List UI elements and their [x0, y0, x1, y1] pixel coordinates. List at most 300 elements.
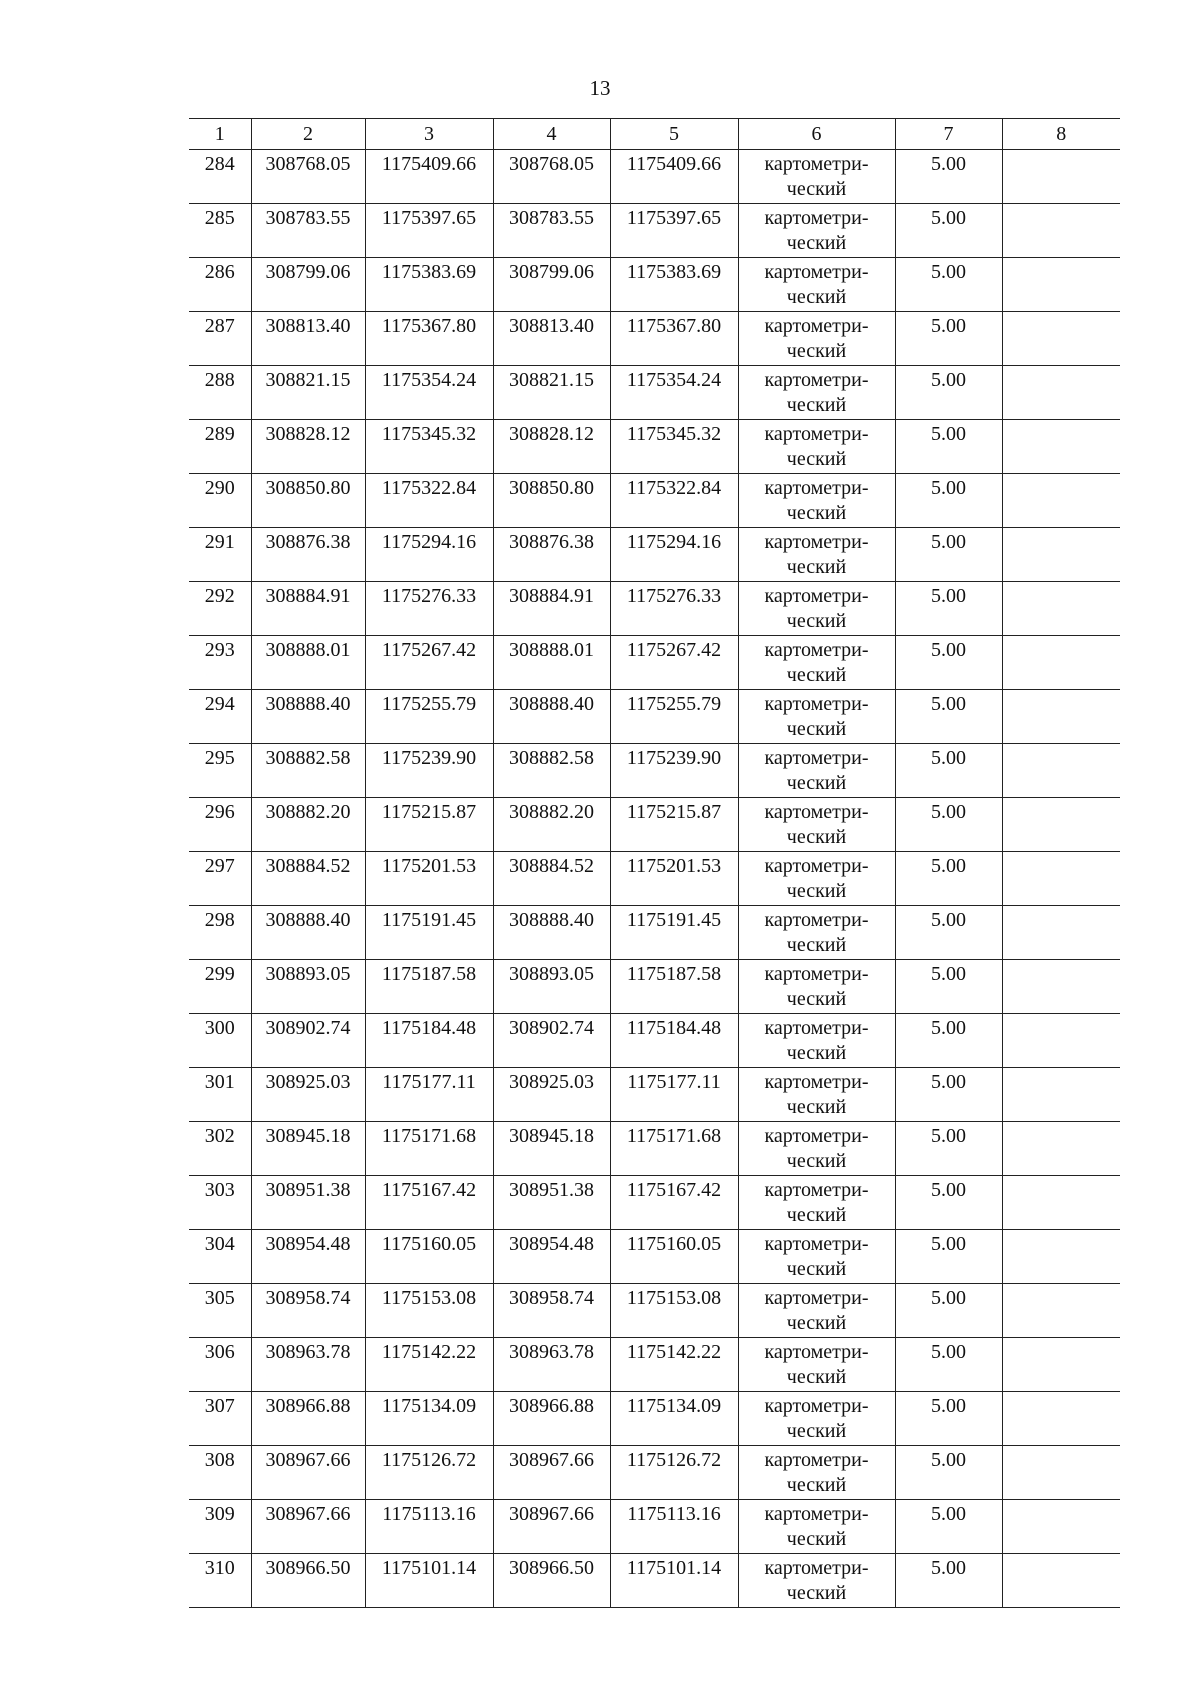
method-line-1: картометри-	[764, 207, 869, 229]
cell-c8	[1002, 1230, 1120, 1284]
cell-method	[738, 204, 895, 258]
method-line-2: ческий	[786, 772, 847, 794]
cell-c4: 308966.50	[493, 1554, 610, 1608]
cell-c7: 5.00	[895, 312, 1002, 366]
method-line-2: ческий	[786, 826, 847, 848]
cell-c4: 308958.74	[493, 1284, 610, 1338]
cell-method	[738, 1068, 895, 1122]
cell-c4: 308967.66	[493, 1446, 610, 1500]
method-line-1: картометри-	[764, 909, 869, 931]
cell-c4: 308954.48	[493, 1230, 610, 1284]
method-line-1: картометри-	[764, 423, 869, 445]
method-line-1: картометри-	[764, 1557, 869, 1579]
cell-c8	[1002, 852, 1120, 906]
cell-c5: 1175294.16	[610, 528, 738, 582]
cell-c7: 5.00	[895, 1554, 1002, 1608]
cell-c4: 308893.05	[493, 960, 610, 1014]
cell-c3: 1175171.68	[365, 1122, 493, 1176]
cell-c3: 1175255.79	[365, 690, 493, 744]
method-line-2: ческий	[786, 1582, 847, 1604]
table-row	[189, 1014, 1120, 1068]
cell-c3: 1175294.16	[365, 528, 493, 582]
cell-c2: 308958.74	[251, 1284, 365, 1338]
cell-c4: 308850.80	[493, 474, 610, 528]
cell-c4: 308884.91	[493, 582, 610, 636]
cell-c4: 308783.55	[493, 204, 610, 258]
cell-c7: 5.00	[895, 1176, 1002, 1230]
method-line-2: ческий	[786, 988, 847, 1010]
table-row	[189, 1446, 1120, 1500]
method-line-1: картометри-	[764, 693, 869, 715]
cell-method	[738, 420, 895, 474]
cell-c7: 5.00	[895, 1122, 1002, 1176]
method-line-2: ческий	[786, 1420, 847, 1442]
column-header-8: 8	[1002, 119, 1120, 150]
cell-c8	[1002, 636, 1120, 690]
cell-method	[738, 636, 895, 690]
cell-c7: 5.00	[895, 906, 1002, 960]
method-line-1: картометри-	[764, 1017, 869, 1039]
cell-c2: 308888.01	[251, 636, 365, 690]
cell-c7: 5.00	[895, 528, 1002, 582]
method-line-1: картометри-	[764, 963, 869, 985]
cell-c8	[1002, 420, 1120, 474]
cell-c3: 1175184.48	[365, 1014, 493, 1068]
cell-c2: 308799.06	[251, 258, 365, 312]
cell-c2: 308828.12	[251, 420, 365, 474]
cell-c5: 1175153.08	[610, 1284, 738, 1338]
cell-method	[738, 1014, 895, 1068]
cell-c3: 1175113.16	[365, 1500, 493, 1554]
method-line-2: ческий	[786, 1366, 847, 1388]
cell-c3: 1175191.45	[365, 906, 493, 960]
cell-c8	[1002, 258, 1120, 312]
method-line-2: ческий	[786, 1258, 847, 1280]
cell-c8	[1002, 1284, 1120, 1338]
cell-c2: 308963.78	[251, 1338, 365, 1392]
cell-c2: 308813.40	[251, 312, 365, 366]
cell-c7: 5.00	[895, 204, 1002, 258]
cell-method	[738, 1500, 895, 1554]
cell-c8	[1002, 1068, 1120, 1122]
cell-c2: 308902.74	[251, 1014, 365, 1068]
cell-c4: 308884.52	[493, 852, 610, 906]
cell-method	[738, 528, 895, 582]
cell-n: 298	[189, 906, 251, 960]
cell-c3: 1175345.32	[365, 420, 493, 474]
method-line-2: ческий	[786, 934, 847, 956]
cell-n: 294	[189, 690, 251, 744]
table-row	[189, 1500, 1120, 1554]
method-line-1: картометри-	[764, 315, 869, 337]
cell-c8	[1002, 798, 1120, 852]
cell-c3: 1175383.69	[365, 258, 493, 312]
table-row	[189, 1338, 1120, 1392]
cell-c7: 5.00	[895, 636, 1002, 690]
cell-c7: 5.00	[895, 690, 1002, 744]
cell-c3: 1175409.66	[365, 150, 493, 204]
cell-c2: 308966.88	[251, 1392, 365, 1446]
cell-method	[738, 906, 895, 960]
cell-c4: 308821.15	[493, 366, 610, 420]
cell-c5: 1175383.69	[610, 258, 738, 312]
cell-c7: 5.00	[895, 960, 1002, 1014]
method-line-1: картометри-	[764, 801, 869, 823]
cell-n: 284	[189, 150, 251, 204]
cell-c7: 5.00	[895, 420, 1002, 474]
cell-c3: 1175160.05	[365, 1230, 493, 1284]
cell-c7: 5.00	[895, 1068, 1002, 1122]
cell-c2: 308850.80	[251, 474, 365, 528]
cell-c3: 1175397.65	[365, 204, 493, 258]
column-header-7: 7	[895, 119, 1002, 150]
cell-c2: 308925.03	[251, 1068, 365, 1122]
cell-c5: 1175142.22	[610, 1338, 738, 1392]
cell-c2: 308884.52	[251, 852, 365, 906]
cell-c4: 308966.88	[493, 1392, 610, 1446]
method-line-2: ческий	[786, 340, 847, 362]
page-number: 13	[589, 76, 611, 100]
cell-c5: 1175367.80	[610, 312, 738, 366]
cell-c5: 1175397.65	[610, 204, 738, 258]
method-line-2: ческий	[786, 1204, 847, 1226]
method-line-1: картометри-	[764, 261, 869, 283]
method-line-1: картометри-	[764, 1071, 869, 1093]
cell-c8	[1002, 1392, 1120, 1446]
cell-method	[738, 1554, 895, 1608]
cell-c4: 308882.58	[493, 744, 610, 798]
cell-method	[738, 690, 895, 744]
cell-c5: 1175101.14	[610, 1554, 738, 1608]
cell-c8	[1002, 528, 1120, 582]
table-row	[189, 1230, 1120, 1284]
cell-c5: 1175322.84	[610, 474, 738, 528]
cell-c4: 308876.38	[493, 528, 610, 582]
method-line-2: ческий	[786, 1042, 847, 1064]
cell-c2: 308876.38	[251, 528, 365, 582]
cell-c4: 308951.38	[493, 1176, 610, 1230]
method-line-2: ческий	[786, 880, 847, 902]
method-line-1: картометри-	[764, 585, 869, 607]
cell-n: 306	[189, 1338, 251, 1392]
cell-method	[738, 1392, 895, 1446]
cell-c5: 1175239.90	[610, 744, 738, 798]
cell-c5: 1175177.11	[610, 1068, 738, 1122]
cell-c5: 1175345.32	[610, 420, 738, 474]
method-line-2: ческий	[786, 664, 847, 686]
cell-c8	[1002, 1338, 1120, 1392]
cell-c5: 1175167.42	[610, 1176, 738, 1230]
table-row	[189, 528, 1120, 582]
table-row	[189, 474, 1120, 528]
cell-c5: 1175187.58	[610, 960, 738, 1014]
cell-c7: 5.00	[895, 798, 1002, 852]
cell-n: 288	[189, 366, 251, 420]
cell-n: 303	[189, 1176, 251, 1230]
cell-c4: 308882.20	[493, 798, 610, 852]
cell-method	[738, 1338, 895, 1392]
method-line-2: ческий	[786, 1528, 847, 1550]
cell-c2: 308884.91	[251, 582, 365, 636]
table-row	[189, 690, 1120, 744]
table-row	[189, 1284, 1120, 1338]
cell-c3: 1175276.33	[365, 582, 493, 636]
cell-c7: 5.00	[895, 1446, 1002, 1500]
method-line-1: картометри-	[764, 477, 869, 499]
cell-c5: 1175215.87	[610, 798, 738, 852]
table-row	[189, 1122, 1120, 1176]
cell-c2: 308967.66	[251, 1500, 365, 1554]
method-line-1: картометри-	[764, 639, 869, 661]
cell-method	[738, 1230, 895, 1284]
cell-c3: 1175267.42	[365, 636, 493, 690]
header-row	[189, 119, 1120, 150]
cell-c8	[1002, 366, 1120, 420]
method-line-1: картометри-	[764, 1179, 869, 1201]
cell-method	[738, 312, 895, 366]
cell-c3: 1175239.90	[365, 744, 493, 798]
cell-n: 296	[189, 798, 251, 852]
cell-c7: 5.00	[895, 744, 1002, 798]
cell-n: 304	[189, 1230, 251, 1284]
method-line-1: картометри-	[764, 1125, 869, 1147]
table-row	[189, 852, 1120, 906]
cell-c8	[1002, 1014, 1120, 1068]
method-line-1: картометри-	[764, 1395, 869, 1417]
table-row	[189, 906, 1120, 960]
table-row	[189, 258, 1120, 312]
table-row	[189, 744, 1120, 798]
method-line-2: ческий	[786, 232, 847, 254]
cell-n: 285	[189, 204, 251, 258]
method-line-2: ческий	[786, 1474, 847, 1496]
cell-n: 287	[189, 312, 251, 366]
table-row	[189, 582, 1120, 636]
cell-c4: 308768.05	[493, 150, 610, 204]
method-line-2: ческий	[786, 502, 847, 524]
method-line-2: ческий	[786, 718, 847, 740]
cell-method	[738, 960, 895, 1014]
method-line-2: ческий	[786, 286, 847, 308]
cell-c7: 5.00	[895, 1230, 1002, 1284]
cell-method	[738, 1122, 895, 1176]
cell-c8	[1002, 474, 1120, 528]
table-row	[189, 312, 1120, 366]
cell-c3: 1175354.24	[365, 366, 493, 420]
column-header-2: 2	[251, 119, 365, 150]
cell-c8	[1002, 744, 1120, 798]
method-line-1: картометри-	[764, 1503, 869, 1525]
cell-c5: 1175267.42	[610, 636, 738, 690]
cell-c7: 5.00	[895, 258, 1002, 312]
cell-c3: 1175153.08	[365, 1284, 493, 1338]
cell-method	[738, 582, 895, 636]
cell-c3: 1175367.80	[365, 312, 493, 366]
cell-method	[738, 1176, 895, 1230]
cell-method	[738, 798, 895, 852]
cell-c2: 308882.58	[251, 744, 365, 798]
cell-c5: 1175171.68	[610, 1122, 738, 1176]
cell-c8	[1002, 1500, 1120, 1554]
cell-c7: 5.00	[895, 852, 1002, 906]
cell-c5: 1175184.48	[610, 1014, 738, 1068]
cell-c3: 1175215.87	[365, 798, 493, 852]
table-row	[189, 960, 1120, 1014]
cell-c2: 308966.50	[251, 1554, 365, 1608]
cell-c4: 308888.40	[493, 690, 610, 744]
cell-c2: 308945.18	[251, 1122, 365, 1176]
table-body	[189, 150, 1120, 1608]
cell-c2: 308888.40	[251, 906, 365, 960]
cell-c3: 1175101.14	[365, 1554, 493, 1608]
cell-c3: 1175322.84	[365, 474, 493, 528]
table-row	[189, 798, 1120, 852]
method-line-1: картометри-	[764, 855, 869, 877]
method-line-2: ческий	[786, 1312, 847, 1334]
cell-c5: 1175409.66	[610, 150, 738, 204]
cell-c8	[1002, 1554, 1120, 1608]
cell-c3: 1175134.09	[365, 1392, 493, 1446]
cell-c4: 308799.06	[493, 258, 610, 312]
method-line-2: ческий	[786, 178, 847, 200]
cell-method	[738, 258, 895, 312]
cell-c7: 5.00	[895, 1284, 1002, 1338]
coordinates-table	[189, 118, 1120, 1608]
cell-c7: 5.00	[895, 366, 1002, 420]
cell-n: 309	[189, 1500, 251, 1554]
method-line-2: ческий	[786, 1096, 847, 1118]
table-row	[189, 1176, 1120, 1230]
cell-c8	[1002, 1446, 1120, 1500]
cell-c5: 1175201.53	[610, 852, 738, 906]
method-line-2: ческий	[786, 394, 847, 416]
cell-c4: 308902.74	[493, 1014, 610, 1068]
table-row	[189, 366, 1120, 420]
cell-c8	[1002, 204, 1120, 258]
column-header-4: 4	[493, 119, 610, 150]
cell-c7: 5.00	[895, 1338, 1002, 1392]
cell-c8	[1002, 1176, 1120, 1230]
cell-c5: 1175276.33	[610, 582, 738, 636]
cell-c2: 308882.20	[251, 798, 365, 852]
cell-n: 286	[189, 258, 251, 312]
cell-c7: 5.00	[895, 1014, 1002, 1068]
table-row	[189, 150, 1120, 204]
method-line-1: картометри-	[764, 1287, 869, 1309]
column-header-1: 1	[189, 119, 251, 150]
method-line-2: ческий	[786, 448, 847, 470]
cell-c4: 308967.66	[493, 1500, 610, 1554]
cell-c4: 308963.78	[493, 1338, 610, 1392]
cell-method	[738, 474, 895, 528]
cell-c7: 5.00	[895, 150, 1002, 204]
method-line-2: ческий	[786, 610, 847, 632]
cell-c2: 308893.05	[251, 960, 365, 1014]
cell-c7: 5.00	[895, 1500, 1002, 1554]
table-header	[189, 119, 1120, 150]
cell-c5: 1175354.24	[610, 366, 738, 420]
cell-n: 293	[189, 636, 251, 690]
cell-c8	[1002, 312, 1120, 366]
method-line-1: картометри-	[764, 747, 869, 769]
cell-c7: 5.00	[895, 1392, 1002, 1446]
cell-n: 291	[189, 528, 251, 582]
cell-c2: 308954.48	[251, 1230, 365, 1284]
method-line-1: картометри-	[764, 1449, 869, 1471]
table-row	[189, 636, 1120, 690]
cell-method	[738, 852, 895, 906]
cell-method	[738, 1446, 895, 1500]
cell-c7: 5.00	[895, 582, 1002, 636]
table-row	[189, 204, 1120, 258]
cell-c2: 308967.66	[251, 1446, 365, 1500]
table-row	[189, 1068, 1120, 1122]
column-header-5: 5	[610, 119, 738, 150]
cell-c7: 5.00	[895, 474, 1002, 528]
table-row	[189, 1392, 1120, 1446]
cell-c4: 308888.40	[493, 906, 610, 960]
cell-n: 308	[189, 1446, 251, 1500]
cell-n: 299	[189, 960, 251, 1014]
cell-c2: 308768.05	[251, 150, 365, 204]
method-line-2: ческий	[786, 1150, 847, 1172]
column-header-3: 3	[365, 119, 493, 150]
method-line-1: картометри-	[764, 153, 869, 175]
cell-c2: 308783.55	[251, 204, 365, 258]
cell-c8	[1002, 960, 1120, 1014]
cell-n: 300	[189, 1014, 251, 1068]
cell-c3: 1175167.42	[365, 1176, 493, 1230]
cell-n: 295	[189, 744, 251, 798]
cell-n: 301	[189, 1068, 251, 1122]
cell-method	[738, 150, 895, 204]
table-row	[189, 420, 1120, 474]
cell-c2: 308821.15	[251, 366, 365, 420]
cell-c4: 308945.18	[493, 1122, 610, 1176]
cell-c3: 1175201.53	[365, 852, 493, 906]
cell-n: 289	[189, 420, 251, 474]
cell-c8	[1002, 906, 1120, 960]
cell-c3: 1175187.58	[365, 960, 493, 1014]
cell-c5: 1175126.72	[610, 1446, 738, 1500]
cell-c5: 1175191.45	[610, 906, 738, 960]
cell-n: 307	[189, 1392, 251, 1446]
method-line-2: ческий	[786, 556, 847, 578]
cell-c5: 1175113.16	[610, 1500, 738, 1554]
cell-n: 297	[189, 852, 251, 906]
cell-c3: 1175126.72	[365, 1446, 493, 1500]
column-header-6: 6	[738, 119, 895, 150]
cell-c8	[1002, 690, 1120, 744]
cell-method	[738, 366, 895, 420]
cell-c4: 308925.03	[493, 1068, 610, 1122]
table-row	[189, 1554, 1120, 1608]
cell-method	[738, 1284, 895, 1338]
cell-c2: 308951.38	[251, 1176, 365, 1230]
method-line-1: картометри-	[764, 1233, 869, 1255]
cell-c8	[1002, 1122, 1120, 1176]
cell-c3: 1175177.11	[365, 1068, 493, 1122]
cell-n: 310	[189, 1554, 251, 1608]
cell-c8	[1002, 150, 1120, 204]
method-line-1: картометри-	[764, 531, 869, 553]
cell-c3: 1175142.22	[365, 1338, 493, 1392]
cell-c4: 308813.40	[493, 312, 610, 366]
method-line-1: картометри-	[764, 369, 869, 391]
cell-n: 302	[189, 1122, 251, 1176]
cell-c4: 308888.01	[493, 636, 610, 690]
cell-n: 305	[189, 1284, 251, 1338]
